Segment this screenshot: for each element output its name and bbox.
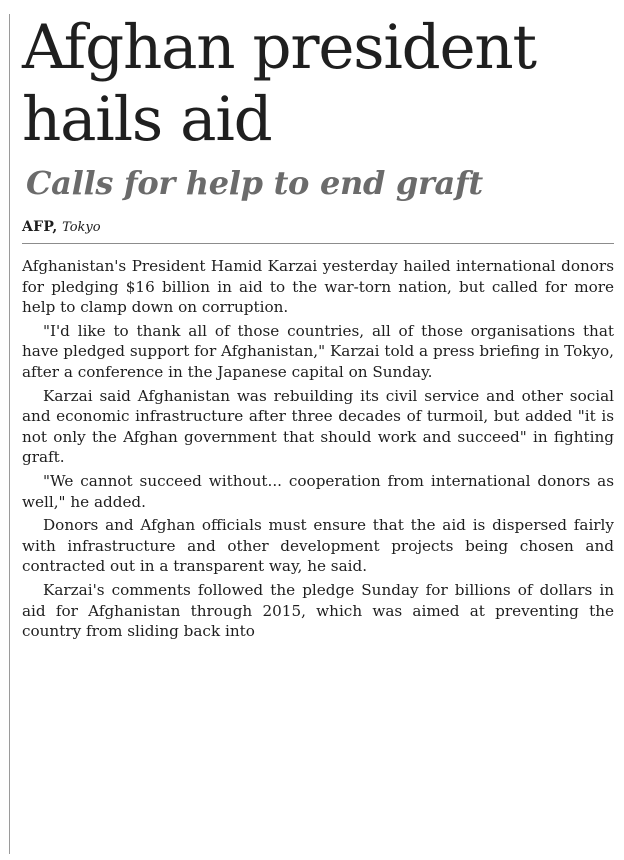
article-body xyxy=(22,256,614,642)
column-rule xyxy=(9,14,10,854)
byline-location: Tokyo xyxy=(62,220,101,235)
headline: Afghan president hails aid xyxy=(22,12,536,155)
byline-agency: AFP, xyxy=(22,219,58,235)
paragraph-1: Afghanistan's President Hamid Karzai yesterday hailed international donors for pledging $16 billion in aid to the war-torn nation, but called for more help to clamp down on corruption. xyxy=(22,257,614,317)
paragraph-6: Karzai's comments followed the pledge Sunday for billions of dollars in aid for Afghanistan through 2015, which was aimed at preventing the country from sliding back into xyxy=(22,580,614,641)
paragraph-4: "We cannot succeed without... cooperation from international donors as well," he added. xyxy=(22,471,614,511)
paragraph-2: "I'd like to thank all of those countries, all of those organisations that have pledged support for Afghanistan," Karzai told a press briefing in Tokyo, after a conference in the Japanese capital on Sunday. xyxy=(22,321,614,381)
paragraph-5: Donors and Afghan officials must ensure that the aid is dispersed fairly with infrastructure and other development projects being chosen and contracted out in a transparent way, he said. xyxy=(22,516,614,576)
subheadline: Calls for help to end graft xyxy=(26,164,483,202)
byline xyxy=(22,218,614,244)
paragraph-3: Karzai said Afghanistan was rebuilding its civil service and other social and economic infrastructure after three decades of turmoil, but added "it is not only the Afghan government that should work and succeed" in fighting graft. xyxy=(22,386,614,467)
news-article xyxy=(22,0,614,645)
